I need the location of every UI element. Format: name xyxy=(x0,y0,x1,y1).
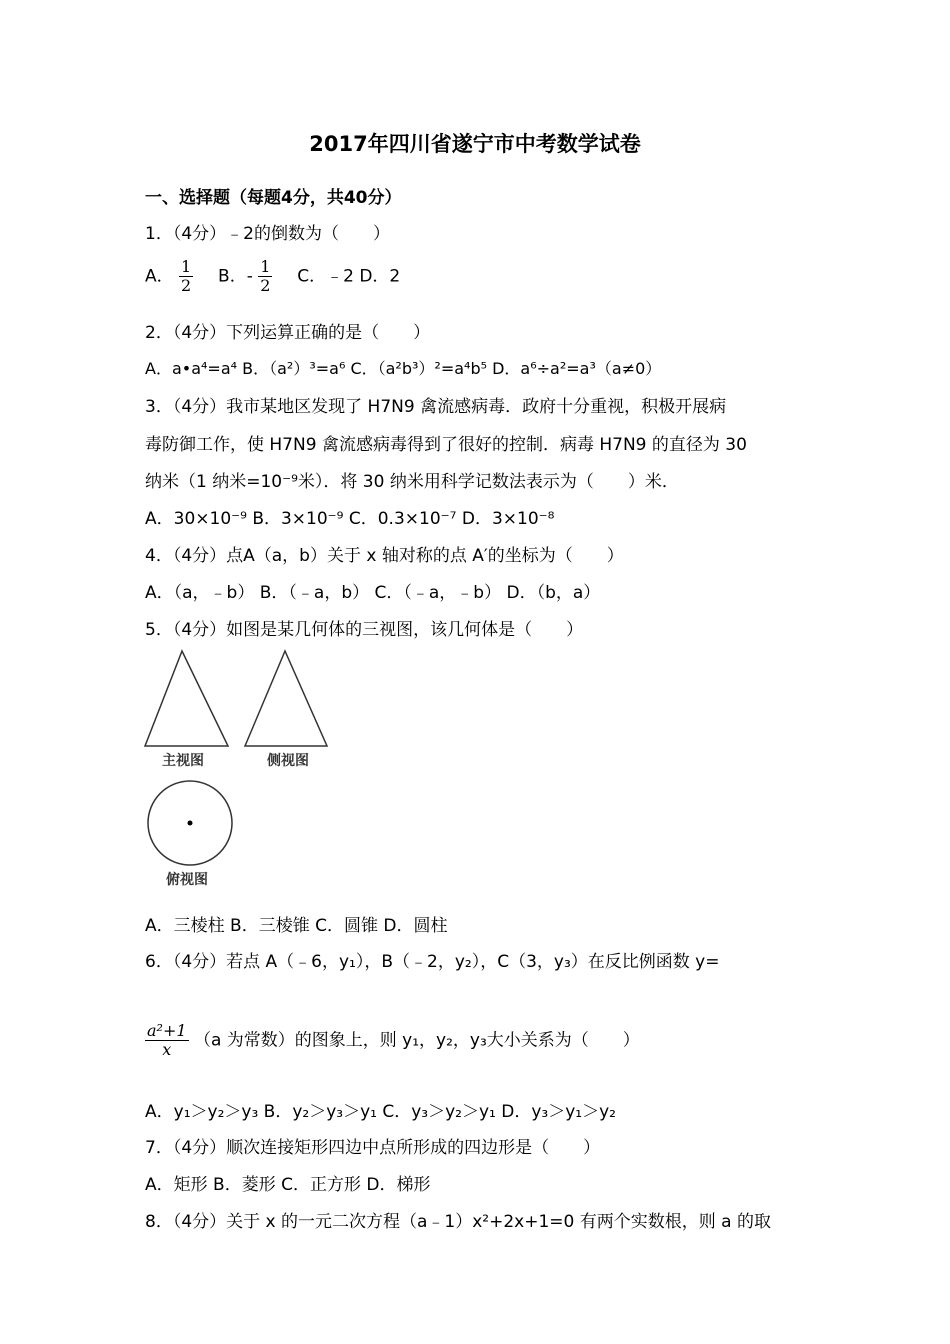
q7-options: A．矩形 B．菱形 C．正方形 D．梯形 xyxy=(145,1175,431,1195)
q1-fraction-b xyxy=(258,258,272,295)
q1-option-b-label: B．- xyxy=(218,266,253,287)
q3-options: A．30×10⁻⁹ B．3×10⁻⁹ C．0.3×10⁻⁷ D．3×10⁻⁸ xyxy=(145,509,555,529)
fraction-numerator: 1 xyxy=(181,257,192,276)
fraction-denominator: 2 xyxy=(181,276,192,295)
front-view-label: 主视图 xyxy=(162,753,204,769)
side-view-label: 侧视图 xyxy=(267,753,309,769)
q6-options: A．y₁＞y₂＞y₃ B．y₂＞y₃＞y₁ C．y₃＞y₂＞y₁ D．y₃＞y₁＞y₂ xyxy=(145,1102,616,1122)
fraction-numerator: a²+1 xyxy=(147,1021,187,1040)
top-view-center-dot xyxy=(188,821,193,826)
q6-line2: （a 为常数）的图象上，则 y₁，y₂，y₃大小关系为（ ） xyxy=(193,1030,640,1051)
page-title: 2017年四川省遂宁市中考数学试卷 xyxy=(309,132,641,156)
three-views-figure xyxy=(140,645,340,895)
q3-line1: 3．（4分）我市某地区发现了 H7N9 禽流感病毒．政府十分重视，积极开展病 xyxy=(145,397,727,417)
fraction-denominator: 2 xyxy=(260,276,271,295)
q6-line1: 6．（4分）若点 A（﹣6，y₁），B（﹣2，y₂），C（3，y₃）在反比例函数 y= xyxy=(145,952,720,972)
q5-stem: 5．（4分）如图是某几何体的三视图，该几何体是（ ） xyxy=(145,620,584,640)
fraction-denominator: x xyxy=(162,1040,172,1059)
side-view-triangle xyxy=(245,651,327,746)
q1-options xyxy=(145,258,400,295)
q7-stem: 7．（4分）顺次连接矩形四边中点所形成的四边形是（ ） xyxy=(145,1138,601,1158)
q1-options-rest: C．﹣2 D．2 xyxy=(297,266,401,287)
q6-fraction xyxy=(145,1022,189,1059)
front-view-triangle xyxy=(145,651,228,746)
q3-line2: 毒防御工作，使 H7N9 禽流感病毒得到了很好的控制．病毒 H7N9 的直径为 30 xyxy=(145,435,747,455)
section-heading: 一、选择题（每题4分，共40分） xyxy=(145,188,402,208)
q6-line2-wrap xyxy=(145,1022,640,1059)
q1-option-a-label: A． xyxy=(145,266,174,287)
top-view-label: 俯视图 xyxy=(166,872,208,888)
q1-stem: 1．（4分）﹣2的倒数为（ ） xyxy=(145,224,390,244)
fraction-numerator: 1 xyxy=(260,257,271,276)
q1-fraction-a xyxy=(179,258,193,295)
q4-stem: 4．（4分）点A（a，b）关于 x 轴对称的点 A′的坐标为（ ） xyxy=(145,546,624,566)
q2-stem: 2．（4分）下列运算正确的是（ ） xyxy=(145,323,431,343)
q8-stem: 8．（4分）关于 x 的一元二次方程（a﹣1）x²+2x+1=0 有两个实数根，则 a 的取 xyxy=(145,1212,771,1232)
q3-line3: 纳米（1 纳米=10⁻⁹米）．将 30 纳米用科学记数法表示为（ ）米． xyxy=(145,472,679,492)
q4-options: A．（a，﹣b） B．（﹣a，b） C．（﹣a，﹣b） D．（b，a） xyxy=(145,583,601,603)
q5-options: A．三棱柱 B．三棱锥 C．圆锥 D．圆柱 xyxy=(145,916,448,936)
q2-options: A．a•a⁴=a⁴ B．（a²）³=a⁶ C．（a²b³）²=a⁴b⁵ D．a⁶÷a²=a³（a≠0） xyxy=(145,359,662,378)
